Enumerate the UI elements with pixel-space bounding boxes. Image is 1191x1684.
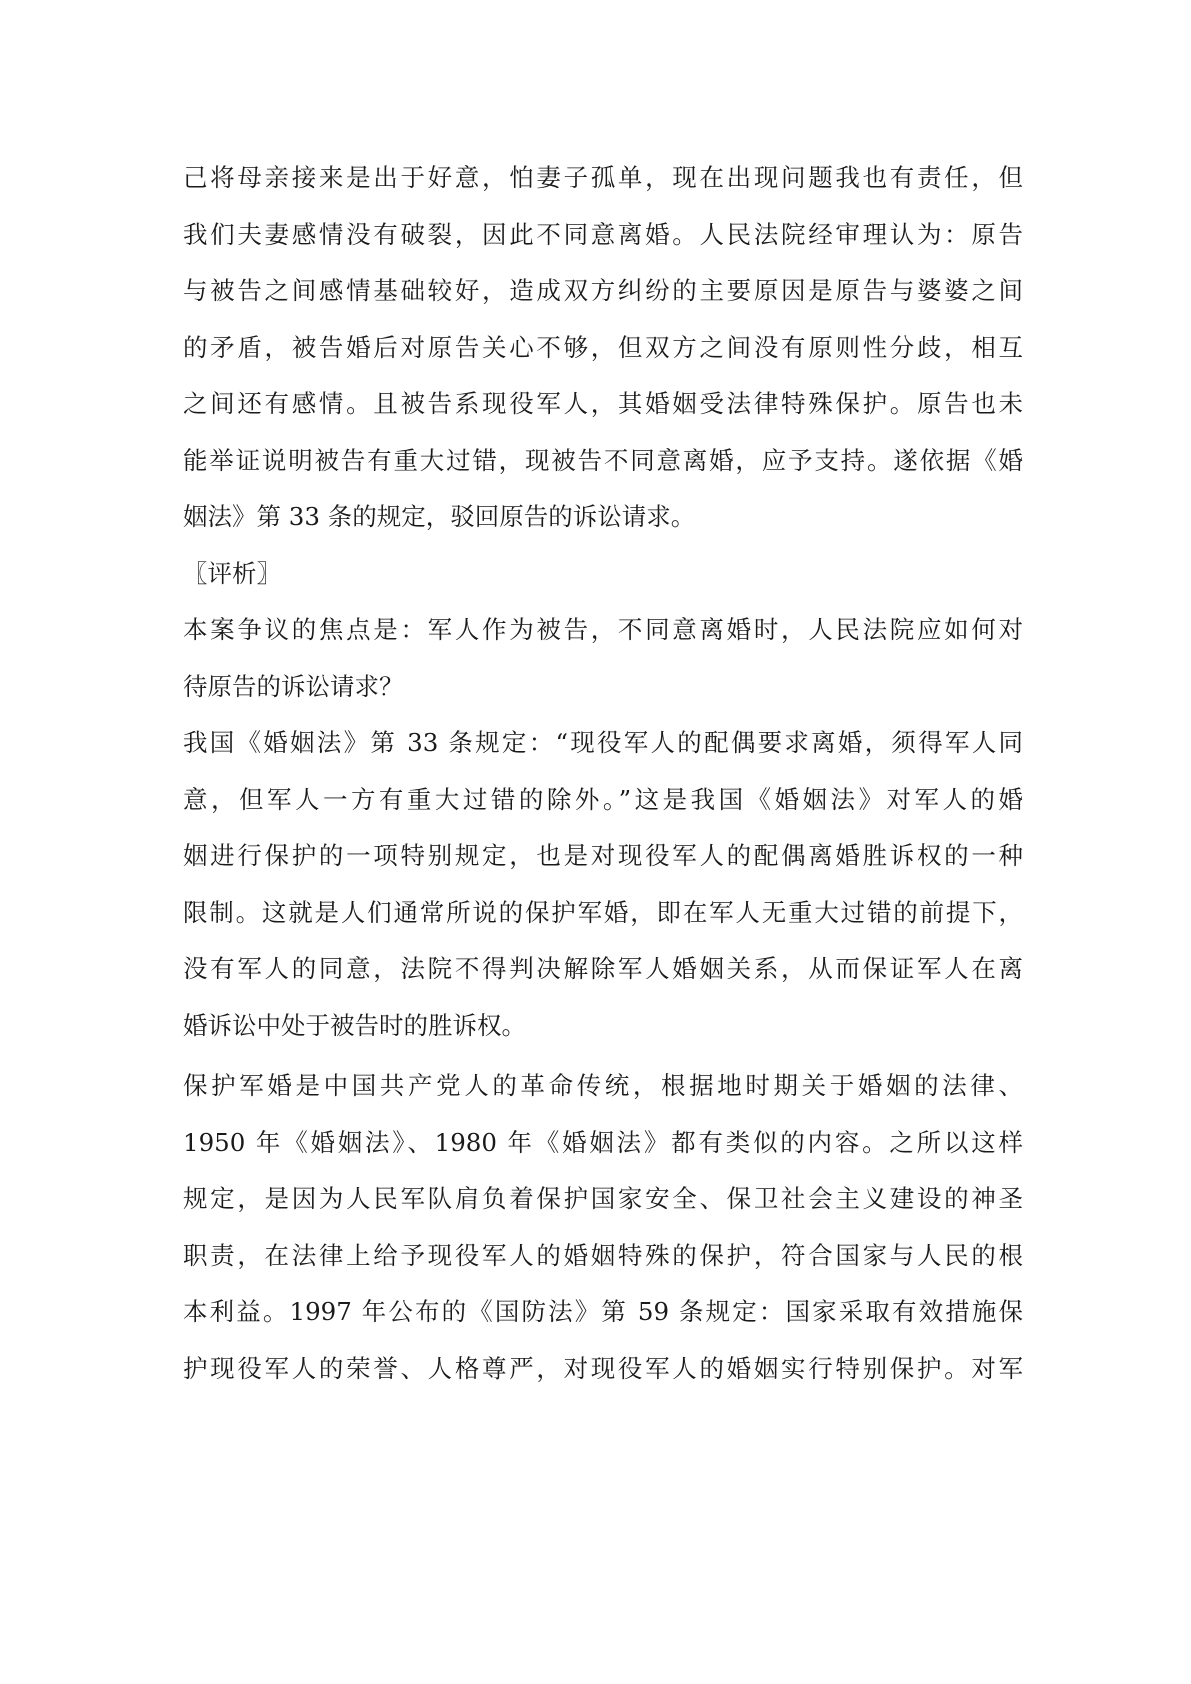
paragraph-dispute-focus — [183, 602, 1023, 715]
text-line: 本案争议的焦点是：军人作为被告，不同意离婚时，人民法院应如何对 — [183, 615, 1023, 644]
document-body — [183, 150, 1023, 1397]
text-line: 己将母亲接来是出于好意，怕妻子孤单，现在出现问题我也有责任，但 — [183, 163, 1023, 192]
text-line: 能举证说明被告有重大过错，现被告不同意离婚，应予支持。遂依据《婚 — [183, 445, 1023, 475]
section-heading: 〖评析〗 — [183, 558, 281, 588]
text-line: 与被告之间感情基础较好，造成双方纠纷的主要原因是原告与婆婆之间 — [183, 276, 1023, 305]
text-line: 职责，在法律上给予现役军人的婚姻特殊的保护，符合国家与人民的根 — [183, 1240, 1023, 1270]
text-line: 1950 年《婚姻法》、1980 年《婚姻法》都有类似的内容。之所以这样 — [183, 1127, 1023, 1157]
paragraph-case-facts — [183, 150, 1023, 546]
text-line: 姻进行保护的一项特别规定，也是对现役军人的配偶离婚胜诉权的一种 — [183, 841, 1023, 870]
text-line: 规定，是因为人民军队肩负着保护国家安全、保卫社会主义建设的神圣 — [183, 1184, 1023, 1213]
text-line: 保护军婚是中国共产党人的革命传统，根据地时期关于婚姻的法律、 — [183, 1071, 1023, 1100]
text-line: 没有军人的同意，法院不得判决解除军人婚姻关系，从而保证军人在离 — [183, 954, 1023, 983]
text-line: 本利益。1997 年公布的《国防法》第 59 条规定：国家采取有效措施保 — [183, 1297, 1023, 1326]
text-line: 我们夫妻感情没有破裂，因此不同意离婚。人民法院经审理认为：原告 — [183, 219, 1023, 249]
text-line: 之间还有感情。且被告系现役军人，其婚姻受法律特殊保护。原告也未 — [183, 389, 1023, 418]
text-line: 我国《婚姻法》第 33 条规定：“现役军人的配偶要求离婚，须得军人同 — [183, 728, 1023, 757]
text-line: 限制。这就是人们通常所说的保护军婚，即在军人无重大过错的前提下， — [183, 897, 1023, 927]
text-line: 姻法》第 33 条的规定，驳回原告的诉讼请求。 — [183, 502, 696, 531]
text-line: 婚诉讼中处于被告时的胜诉权。 — [183, 1010, 526, 1040]
paragraph-marriage-law-article — [183, 715, 1023, 1054]
paragraph-military-marriage-protection — [183, 1058, 1023, 1397]
text-line: 待原告的诉讼请求？ — [183, 671, 404, 701]
text-line: 意，但军人一方有重大过错的除外。”这是我国《婚姻法》对军人的婚 — [183, 784, 1023, 814]
text-line: 的矛盾，被告婚后对原告关心不够，但双方之间没有原则性分歧，相互 — [183, 332, 1023, 362]
text-line: 护现役军人的荣誉、人格尊严，对现役军人的婚姻实行特别保护。对军 — [183, 1353, 1023, 1383]
